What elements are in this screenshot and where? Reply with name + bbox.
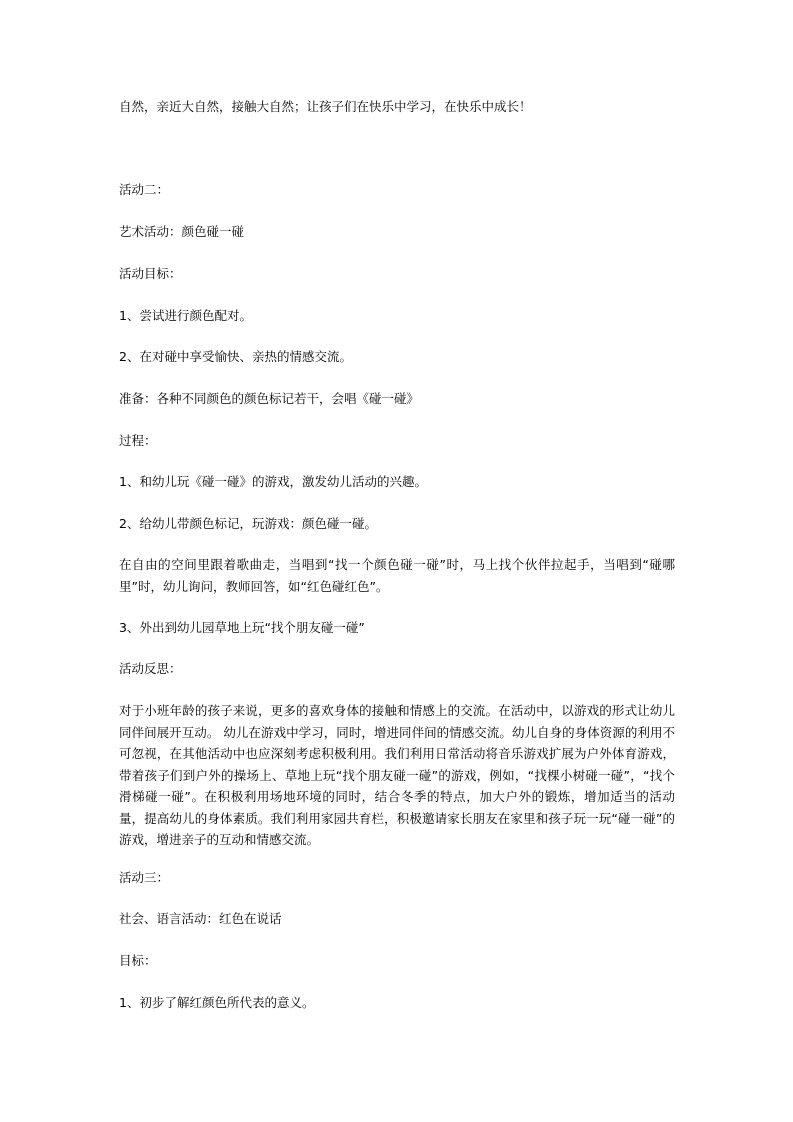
activity2-reflection: 对于小班年龄的孩子来说，更多的喜欢身体的接触和情感上的交流。在活动中，以游戏的形式让幼儿同伴间展开互动。 幼儿在游戏中学习，同时，增进同伴间的情感交流。幼儿自身的身体资源的利用不可忽视，在其他活动中也应深刻考虑积极利用。我们利用日常活动将音乐游戏扩展为户外体育游戏，带着孩子们到户外的操场上、草地上玩“找个朋友碰一碰”的游戏，例如，“找棵小树碰一碰”，“找个滑梯碰一碰”。在积极利用场地环境的同时，结合冬季的特点，加大户外的锻炼，增加适当的活动量，提高幼儿的身体素质。我们利用家园共育栏，积极邀请家长朋友在家里和孩子玩一玩“碰一碰”的游戏，增进亲子的互动和情感交流。 (119, 703, 675, 847)
activity2-step-1: 1、和幼儿玩《碰一碰》的游戏，激发幼儿活动的兴趣。 (119, 474, 427, 489)
activity2-prep: 准备：各种不同颜色的颜色标记若干，会唱《碰一碰》 (119, 391, 420, 406)
activity2-step-2: 2、给幼儿带颜色标记，玩游戏：颜色碰一碰。 (119, 516, 377, 531)
activity3-title: 社会、语言活动：红色在说话 (119, 911, 282, 926)
activity2-step-3: 3、外出到幼儿园草地上玩“找个朋友碰一碰” (119, 620, 365, 635)
intro-line: 自然，亲近大自然，接触大自然；让孩子们在快乐中学习，在快乐中成长！ (119, 99, 532, 114)
activity2-process-label: 过程： (119, 433, 157, 448)
activity2-goal-2: 2、在对碰中享受愉快、亲热的情感交流。 (119, 349, 352, 364)
activity3-goal-1: 1、初步了解红颜色所代表的意义。 (119, 995, 315, 1010)
activity2-reflection-label: 活动反思： (119, 661, 182, 676)
activity3-goals-label: 目标： (119, 953, 157, 968)
activity2-step-2-detail: 在自由的空间里跟着歌曲走，当唱到“找一个颜色碰一碰”时，马上找个伙伴拉起手，当唱到“碰哪里”时，幼儿询问，教师回答，如“红色碰红色”。 (119, 557, 675, 594)
activity2-goal-1: 1、尝试进行颜色配对。 (119, 308, 252, 323)
activity2-goals-label: 活动目标： (119, 266, 182, 281)
activity2-title: 艺术活动：颜色碰一碰 (119, 224, 245, 239)
activity3-heading: 活动三： (119, 870, 170, 885)
activity2-heading: 活动二： (119, 182, 170, 197)
